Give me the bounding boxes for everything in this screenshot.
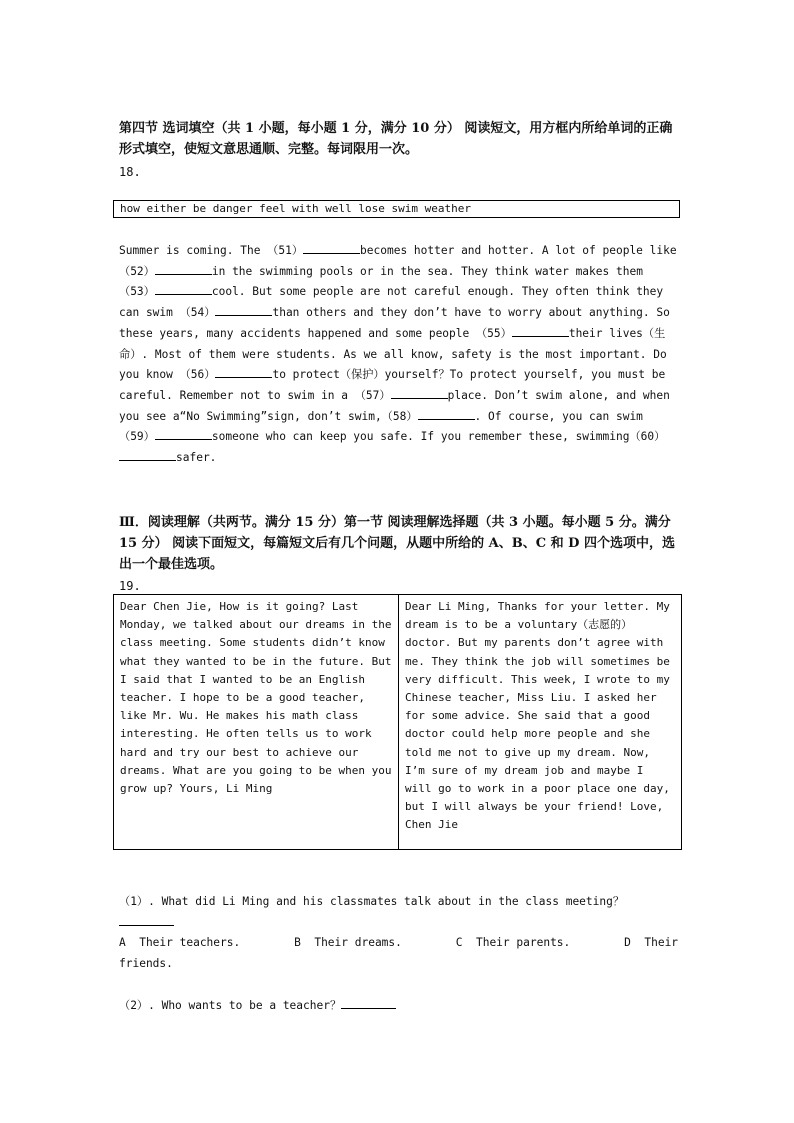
cloze-passage: Summer is coming. The （51） becomes hotter and hotter. A lot of people like （52） in the swimming pools or in the sea. They think water makes them （53） cool. But some people are not careful enough. They often think they can swim （54） than others and they don’t have to worry about anything. So these years, many accidents happened and some people （55） their lives（生命）. Most of them were students. As we all know, safety is the most important. Do you know （56） to protect（保护）yourself？To protect yourself, you must be careful. Remember not to swim in a （57） place. Don’t swim alone, and when you see a“No Swimming”sign, don’t swim,（58） . Of course, you can swim （59） someone who can keep you safe. If you remember these, swimming（60）safer.: [119, 241, 679, 469]
question-number-18: 18.: [119, 165, 141, 179]
answer-blank-1[interactable]: [119, 913, 174, 926]
answer-blank-2[interactable]: [341, 996, 396, 1009]
blank-57[interactable]: [391, 386, 448, 399]
blank-58[interactable]: [418, 407, 475, 420]
question-1: [119, 892, 685, 975]
question-2-stem: （2）. Who wants to be a teacher？: [119, 999, 342, 1012]
blank-59[interactable]: [155, 427, 212, 440]
blank-51[interactable]: [303, 241, 360, 254]
question-number-19: 19.: [119, 579, 141, 593]
blank-60[interactable]: [119, 448, 176, 461]
question-1-stem: （1）. What did Li Ming and his classmates talk about in the class meeting？: [119, 895, 625, 908]
blank-55[interactable]: [512, 324, 569, 337]
word-box: how either be danger feel with well lose swim weather: [113, 200, 680, 218]
section3-heading: Ⅲ．阅读理解（共两节。满分 15 分）第一节 阅读理解选择题（共 3 小题。每小题 5 分。满分 15 分） 阅读下面短文，每篇短文后有几个问题，从题中所给的 A、B、C 和 D 四个选项中，选出一个最佳选项。: [119, 515, 675, 572]
question-2: [119, 996, 679, 1017]
letters-table: [113, 594, 682, 850]
blank-53[interactable]: [155, 282, 212, 295]
question-1-options: A Their teachers. B Their dreams. C Their parents. D Their friends.: [119, 936, 685, 971]
letter-chen-jie: Dear Li Ming, Thanks for your letter. My dream is to be a voluntary（志愿的）doctor. But my parents don’t agree with me. They think the job will sometimes be very difficult. This week, I wrote to my Chinese teacher, Miss Liu. I asked her for some advice. She said that a good doctor could help more people and she told me not to give up my dream. Now, I’m sure of my dream job and maybe I will go to work in a poor place one day, but I will always be your friend! Love, Chen Jie: [405, 600, 670, 832]
section4-heading: 第四节 选词填空（共 1 小题，每小题 1 分，满分 10 分） 阅读短文，用方框内所给单词的正确形式填空，使短文意思通顺、完整。每词限用一次。: [119, 121, 673, 157]
blank-52[interactable]: [155, 262, 212, 275]
blank-54[interactable]: [215, 303, 272, 316]
letter-li-ming: Dear Chen Jie, How is it going? Last Monday, we talked about our dreams in the class meeting. Some students didn’t know what they wanted to be in the future. But I said that I wanted to be an English teacher. I hope to be a good teacher, like Mr. Wu. He makes his math class interesting. He often tells us to work hard and try our best to achieve our dreams. What are you going to be when you grow up? Yours, Li Ming: [114, 595, 399, 849]
blank-56[interactable]: [215, 365, 272, 378]
